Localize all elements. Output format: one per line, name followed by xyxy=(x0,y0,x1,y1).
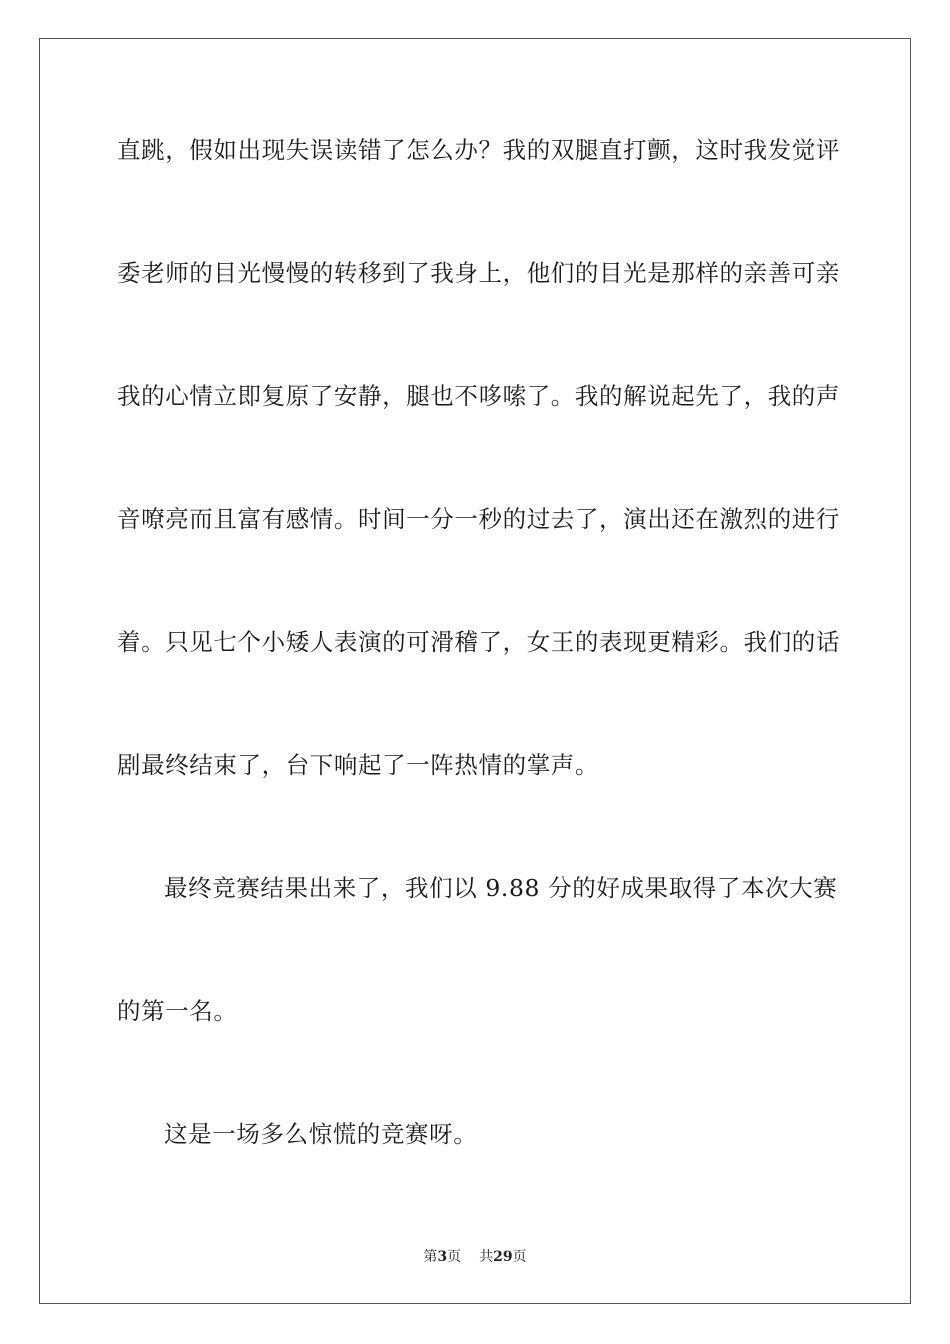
footer-total-prefix: 共 xyxy=(479,1249,494,1265)
footer-page-number: 3 xyxy=(437,1249,448,1265)
paragraph-line-3: 我的心情立即复原了安静，腿也不哆嗦了。我的解说起先了，我的声 xyxy=(117,382,840,410)
paragraph-line-9: 这是一场多么惊慌的竞赛呀。 xyxy=(164,1120,478,1148)
paragraph-line-6: 剧最终结束了，台下响起了一阵热情的掌声。 xyxy=(117,751,599,779)
footer-page-prefix: 第 xyxy=(423,1249,438,1265)
footer-total-number: 29 xyxy=(493,1249,513,1265)
paragraph-line-5: 着。只见七个小矮人表演的可滑稽了，女王的表现更精彩。我们的话 xyxy=(117,628,840,656)
footer-page-suffix: 页 xyxy=(447,1249,462,1265)
paragraph-line-4: 音嘹亮而且富有感情。时间一分一秒的过去了，演出还在激烈的进行 xyxy=(117,505,840,533)
paragraph-line-7: 最终竞赛结果出来了，我们以 9.88 分的好成果取得了本次大赛 xyxy=(164,874,838,902)
page-border xyxy=(39,38,911,1304)
paragraph-line-2: 委老师的目光慢慢的转移到了我身上，他们的目光是那样的亲善可亲 xyxy=(117,259,840,287)
page-footer xyxy=(0,1247,950,1267)
paragraph-line-1: 直跳，假如出现失误读错了怎么办？我的双腿直打颤，这时我发觉评 xyxy=(117,136,840,164)
paragraph-line-8: 的第一名。 xyxy=(117,997,238,1025)
footer-total-suffix: 页 xyxy=(512,1249,527,1265)
